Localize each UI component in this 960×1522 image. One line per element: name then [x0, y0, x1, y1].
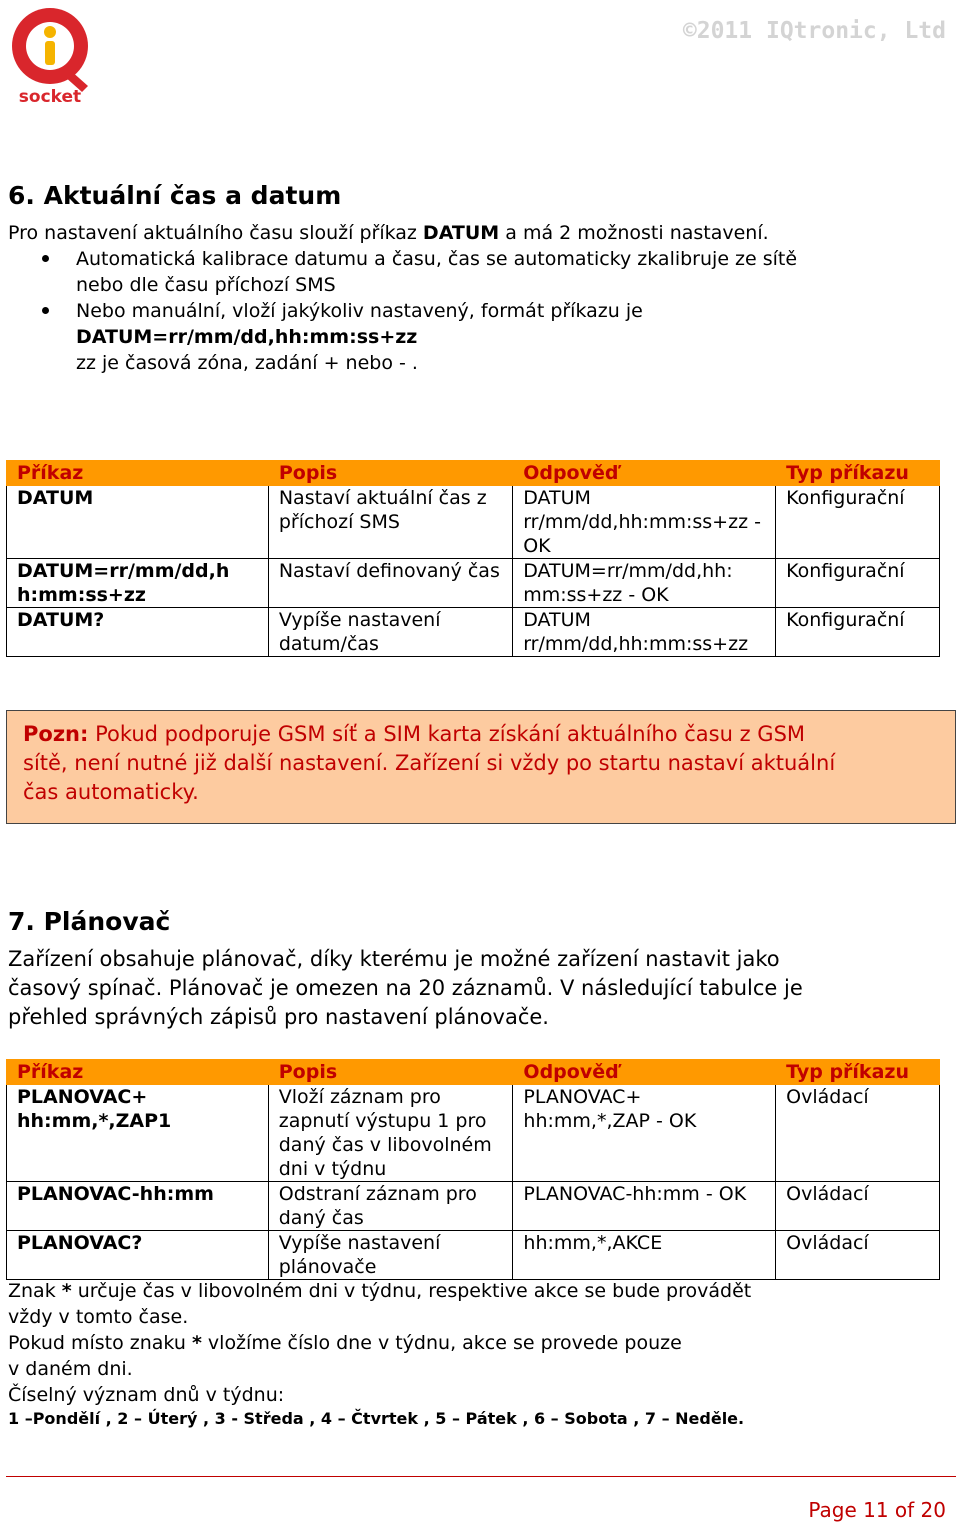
cell-type: Konfigurační: [776, 608, 940, 657]
col-header-response: Odpověď: [513, 461, 776, 486]
col-header-command: Příkaz: [7, 461, 269, 486]
footer-divider: [6, 1476, 956, 1477]
cell-description: Vypíše nastavení plánovače: [268, 1231, 513, 1280]
table-row: [7, 1085, 940, 1182]
col-header-type: Typ příkazu: [776, 461, 940, 486]
cell-response: hh:mm,*,AKCE: [513, 1231, 776, 1280]
cell-command: PLANOVAC+ hh:mm,*,ZAP1: [7, 1085, 269, 1182]
cell-response: DATUM=rr/mm/dd,hh: mm:ss+zz - OK: [513, 559, 776, 608]
cell-type: Ovládací: [776, 1085, 940, 1182]
note-line1: Pokud podporuje GSM síť a SIM karta získání aktuálního času z GSM: [88, 722, 806, 746]
cell-type: Ovládací: [776, 1182, 940, 1231]
cell-response: DATUM rr/mm/dd,hh:mm:ss+zz: [513, 608, 776, 657]
col-header-command: Příkaz: [7, 1060, 269, 1085]
cell-description: Vloží záznam pro zapnutí výstupu 1 pro daný čas v libovolném dni v týdnu: [268, 1085, 513, 1182]
cell-response: DATUM rr/mm/dd,hh:mm:ss+zz - OK: [513, 486, 776, 559]
cell-command: DATUM: [7, 486, 269, 559]
bullet2-format: DATUM=rr/mm/dd,hh:mm:ss+zz: [76, 326, 418, 348]
col-header-type: Typ příkazu: [776, 1060, 940, 1085]
note-line2: sítě, není nutné již další nastavení. Zařízení si vždy po startu nastaví aktuální: [23, 751, 836, 775]
cell-command: DATUM?: [7, 608, 269, 657]
table-row: [7, 608, 940, 657]
table-row: [7, 486, 940, 559]
cell-response: PLANOVAC-hh:mm - OK: [513, 1182, 776, 1231]
col-header-description: Popis: [268, 461, 512, 486]
section6-title: 6. Aktuální čas a datum: [8, 181, 342, 210]
star-note2-line2: v daném dni.: [8, 1358, 133, 1380]
note-line3: čas automaticky.: [23, 780, 199, 804]
star-note2-line1: Pokud místo znaku * vložíme číslo dne v týdnu, akce se provede pouze: [8, 1332, 682, 1354]
section7-title: 7. Plánovač: [8, 907, 171, 936]
table-header-row: [7, 461, 940, 486]
bullet1-line2: nebo dle času příchozí SMS: [76, 274, 336, 296]
datum-commands-table: [6, 460, 940, 657]
star-note-line2: vždy v tomto čase.: [8, 1306, 189, 1328]
bullet-dot: [42, 307, 49, 314]
cell-description: Nastaví definovaný čas: [268, 559, 512, 608]
planovac-commands-table: [6, 1059, 940, 1280]
table-row: [7, 1182, 940, 1231]
note-label: Pozn:: [23, 722, 89, 746]
cell-description: Vypíše nastavení datum/čas: [268, 608, 512, 657]
note-box: [6, 710, 956, 824]
bullet2-line1: Nebo manuální, vloží jakýkoliv nastavený, formát příkazu je: [76, 300, 643, 322]
bullet2-line3: zz je časová zóna, zadání + nebo - .: [76, 352, 418, 374]
table-row: [7, 559, 940, 608]
cell-description: Odstraní záznam pro daný čas: [268, 1182, 513, 1231]
section7-line2: časový spínač. Plánovač je omezen na 20 záznamů. V následující tabulce je: [8, 976, 803, 1000]
star-note-line1: Znak * určuje čas v libovolném dni v týdnu, respektive akce se bude provádět: [8, 1280, 752, 1302]
cell-description: Nastaví aktuální čas z příchozí SMS: [268, 486, 512, 559]
logo-wordmark: socket: [18, 87, 82, 104]
cell-command: DATUM=rr/mm/dd,h h:mm:ss+zz: [7, 559, 269, 608]
iq-socket-logo: [4, 4, 96, 104]
table-header-row: [7, 1060, 940, 1085]
cell-response: PLANOVAC+ hh:mm,*,ZAP - OK: [513, 1085, 776, 1182]
cell-command: PLANOVAC?: [7, 1231, 269, 1280]
cell-type: Konfigurační: [776, 486, 940, 559]
cell-type: Ovládací: [776, 1231, 940, 1280]
bullet1-line1: Automatická kalibrace datumu a času, čas se automaticky zkalibruje ze sítě: [76, 248, 798, 270]
table-row: [7, 1231, 940, 1280]
cell-type: Konfigurační: [776, 559, 940, 608]
section7-line3: přehled správných zápisů pro nastavení plánovače.: [8, 1005, 549, 1029]
bullet-dot: [42, 255, 49, 262]
copyright-text: ©2011 IQtronic, Ltd: [682, 18, 946, 44]
days-title: Číselný význam dnů v týdnu:: [8, 1384, 285, 1406]
days-list: 1 –Pondělí , 2 – Úterý , 3 - Středa , 4 – Čtvrtek , 5 – Pátek , 6 – Sobota , 7 – Neděle.: [8, 1409, 745, 1428]
col-header-description: Popis: [268, 1060, 513, 1085]
section6-intro: Pro nastavení aktuálního času slouží příkaz DATUM a má 2 možnosti nastavení.: [8, 222, 769, 244]
page-number: Page 11 of 20: [808, 1498, 946, 1522]
section7-line1: Zařízení obsahuje plánovač, díky kterému je možné zařízení nastavit jako: [8, 947, 780, 971]
col-header-response: Odpověď: [513, 1060, 776, 1085]
cell-command: PLANOVAC-hh:mm: [7, 1182, 269, 1231]
